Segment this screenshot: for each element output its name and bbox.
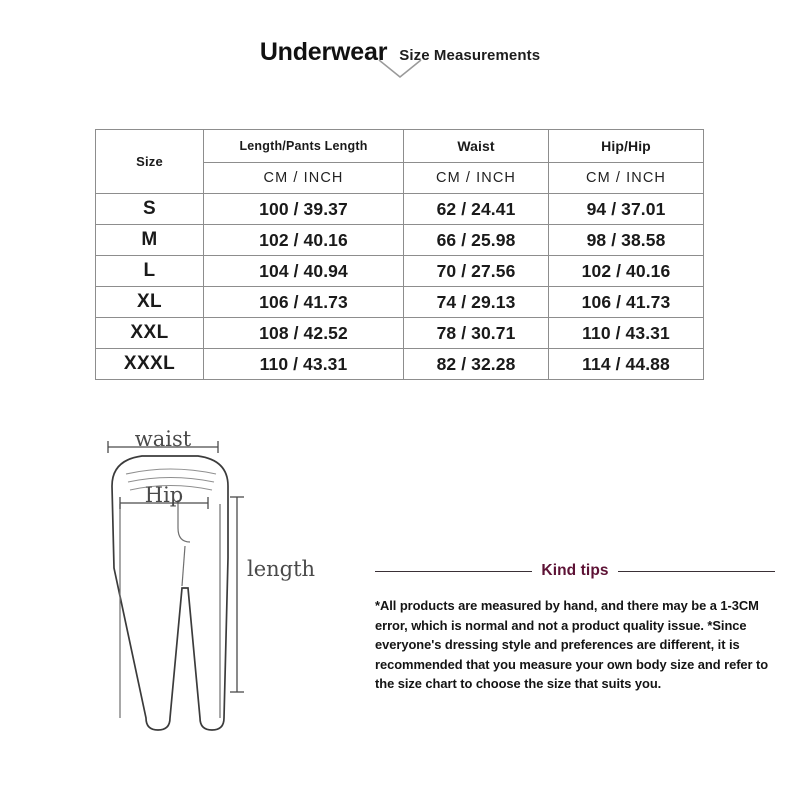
cell-hip: 102 / 40.16 [549, 256, 704, 287]
cell-hip: 94 / 37.01 [549, 194, 704, 225]
cell-hip: 98 / 38.58 [549, 225, 704, 256]
cell-size: XL [96, 287, 204, 318]
pants-measurement-diagram [90, 418, 320, 748]
divider-right [618, 571, 775, 572]
cell-size: S [96, 194, 204, 225]
size-chart-table [95, 129, 704, 380]
page-subtitle: Size Measurements [399, 47, 541, 64]
hip-label: Hip [144, 483, 184, 507]
page-title: Underwear [259, 38, 388, 66]
column-header-waist: Waist [404, 130, 549, 163]
cell-hip: 110 / 43.31 [549, 318, 704, 349]
cell-size: L [96, 256, 204, 287]
cell-waist: 70 / 27.56 [404, 256, 549, 287]
table-row [96, 287, 704, 318]
table-row [96, 225, 704, 256]
page-header [0, 38, 800, 67]
cell-size: XXL [96, 318, 204, 349]
length-label: length [247, 557, 316, 581]
unit-header-waist: CM / INCH [404, 163, 549, 194]
kind-tips-title: Kind tips [541, 562, 609, 579]
cell-hip: 114 / 44.88 [549, 349, 704, 380]
chevron-down-icon [0, 58, 800, 80]
cell-length: 110 / 43.31 [204, 349, 404, 380]
table-row [96, 256, 704, 287]
kind-tips-body: *All products are measured by hand, and there may be a 1-3CM error, which is normal and not a product quality issue. *Since everyone's dressing style and preferences are different, it is recommended that you measure your own body size and refer to the size chart to choose the size that suits you. [375, 598, 769, 692]
cell-length: 106 / 41.73 [204, 287, 404, 318]
unit-header-length: CM / INCH [204, 163, 404, 194]
cell-length: 102 / 40.16 [204, 225, 404, 256]
kind-tips-header [375, 560, 775, 582]
cell-size: XXXL [96, 349, 204, 380]
column-header-size: Size [96, 130, 204, 194]
cell-waist: 82 / 32.28 [404, 349, 549, 380]
table-row [96, 194, 704, 225]
cell-waist: 66 / 25.98 [404, 225, 549, 256]
cell-waist: 78 / 30.71 [404, 318, 549, 349]
cell-length: 104 / 40.94 [204, 256, 404, 287]
unit-header-hip: CM / INCH [549, 163, 704, 194]
column-header-hip: Hip/Hip [549, 130, 704, 163]
cell-waist: 62 / 24.41 [404, 194, 549, 225]
cell-hip: 106 / 41.73 [549, 287, 704, 318]
cell-size: M [96, 225, 204, 256]
divider-left [375, 571, 532, 572]
cell-waist: 74 / 29.13 [404, 287, 549, 318]
cell-length: 100 / 39.37 [204, 194, 404, 225]
kind-tips-section [375, 560, 775, 707]
cell-length: 108 / 42.52 [204, 318, 404, 349]
length-measure-arrow [230, 497, 244, 692]
column-header-length: Length/Pants Length [204, 130, 404, 163]
table-row [96, 349, 704, 380]
table-row [96, 318, 704, 349]
waist-label: waist [134, 427, 192, 451]
table-header-row-groups [96, 130, 704, 163]
